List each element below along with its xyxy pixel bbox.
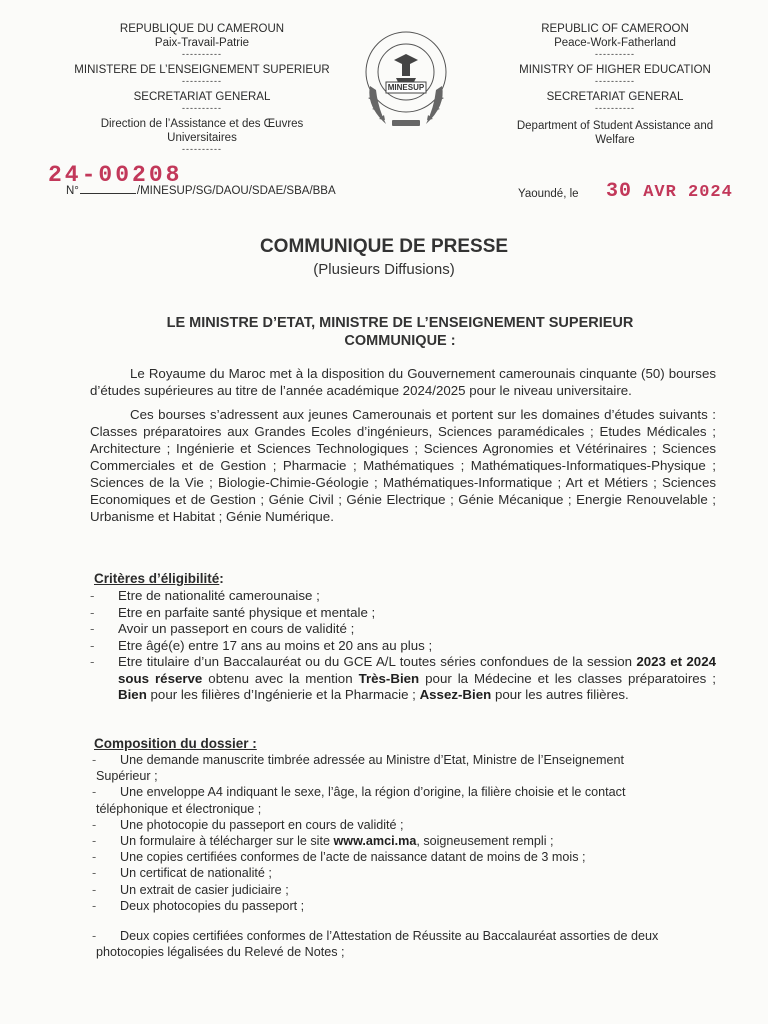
criteria-heading: Critères d’éligibilité: xyxy=(94,571,224,586)
reference-blank xyxy=(80,193,136,194)
ministry-en: MINISTRY OF HIGHER EDUCATION xyxy=(519,64,711,76)
list-item: - Une copies certifiées conformes de l’acte de naissance datant de moins de 3 mois ; xyxy=(92,849,722,865)
separator: ---------- xyxy=(595,103,635,113)
direction-line2: Universitaires xyxy=(167,132,237,144)
motto-fr: Paix-Travail-Patrie xyxy=(154,37,250,49)
list-item: - Une enveloppe A4 indiquant le sexe, l’âge, la région d’origine, la filière choisie et le contact téléphonique et électronique ; xyxy=(92,784,722,816)
list-item: - Etre en parfaite santé physique et mentale ; xyxy=(90,605,716,622)
amci-link[interactable]: www.amci.ma xyxy=(333,834,417,849)
reference-suffix: /MINESUP/SG/DAOU/SDAE/SBA/BBA xyxy=(136,185,336,197)
list-item: - Etre âgé(e) entre 17 ans au moins et 20 ans au plus ; xyxy=(90,638,716,655)
list-item: - Un certificat de nationalité ; xyxy=(92,865,722,881)
criteria-list xyxy=(90,588,716,704)
separator: ---------- xyxy=(595,49,635,59)
list-item: - Un formulaire à télécharger sur le site www.amci.ma, soigneusement rempli ; xyxy=(92,833,722,849)
seal-emblem-icon xyxy=(356,26,456,138)
list-item: - Avoir un passeport en cours de validité ; xyxy=(90,621,716,638)
reference-line xyxy=(66,185,336,197)
country-fr: REPUBLIQUE DU CAMEROUN xyxy=(119,23,285,35)
paragraph-2-text: Ces bourses s’adressent aux jeunes Camerounais et portent sur les domaines d’études suivants : Classes préparatoires aux Grandes Ecoles d’ingénieurs, Sciences paramédicales ; Etudes Médicales ; Architecture ; Ingénierie et Sciences Technologiques ; Sciences Agronomies et Vétérinaires ; Sciences Commerciales et de Gestion ; Pharmacie ; Mathématiques ; Mathématiques-Informatiques-Physique ; Sciences de la Vie ; Biologie-Chimie-Géologie ; Mathématiques-Informatique ; Art et Métiers ; Sciences Economiques et de Gestion ; Génie Civil ; Génie Electrique ; Génie Mécanique ; Energie Renouvelable ; Urbanisme et Habitat ; Génie Numérique. xyxy=(90,407,716,524)
seal-label: MINESUP xyxy=(387,83,425,92)
list-item: - Un extrait de casier judiciaire ; xyxy=(92,882,722,898)
separator: ---------- xyxy=(182,144,222,154)
department-line2: Welfare xyxy=(595,134,635,146)
secretariat-fr: SECRETARIAT GENERAL xyxy=(133,91,271,103)
list-item: - Deux photocopies du passeport ; xyxy=(92,898,722,914)
paragraph-1-text: Le Royaume du Maroc met à la disposition du Gouvernement camerounais cinquante (50) bourses d’études supérieures au titre de l’année académique 2024/2025 pour le niveau universitaire. xyxy=(90,366,716,398)
reference-prefix: N° xyxy=(66,185,79,197)
header-right xyxy=(470,22,760,147)
date-month-year: AVR 2024 xyxy=(643,183,733,202)
direction-line1: Direction de l’Assistance et des Œuvres xyxy=(100,118,304,130)
list-item: - Une demande manuscrite timbrée adressée au Ministre d’Etat, Ministre de l’Enseignement Supérieur ; xyxy=(92,752,722,784)
paragraph-1 xyxy=(90,365,716,399)
page-title: COMMUNIQUE DE PRESSE xyxy=(259,236,509,257)
date-stamp xyxy=(606,180,733,203)
secretariat-en: SECRETARIAT GENERAL xyxy=(546,91,684,103)
list-item: - Deux copies certifiées conformes de l’Attestation de Réussite au Baccalauréat assorties de deux photocopies légalisées du Relevé de Notes ; xyxy=(92,928,722,960)
reference-stamp: 24-00208 xyxy=(48,162,183,188)
list-item: - Etre titulaire d’un Baccalauréat ou du GCE A/L toutes séries confondues de la session 2023 et 2024 sous réserve obtenu avec la mention Très-Bien pour la Médecine et les classes préparatoires ; Bien pour les filières d’Ingénierie et la Pharmacie ; Assez-Bien pour les autres filières. xyxy=(90,654,716,704)
dossier-list xyxy=(92,752,722,960)
minesup-seal xyxy=(356,26,456,138)
motto-en: Peace-Work-Fatherland xyxy=(554,37,676,49)
separator: ---------- xyxy=(182,76,222,86)
country-en: REPUBLIC OF CAMEROON xyxy=(541,23,689,35)
minister-heading xyxy=(100,314,700,350)
separator: ---------- xyxy=(182,103,222,113)
page-subtitle: (Plusieurs Diffusions) xyxy=(313,261,455,278)
date-day: 30 xyxy=(606,180,633,203)
separator: ---------- xyxy=(182,49,222,59)
minister-line2: COMMUNIQUE : xyxy=(344,333,456,349)
header-left xyxy=(52,22,352,154)
list-item: - Etre de nationalité camerounaise ; xyxy=(90,588,716,605)
minister-line1: LE MINISTRE D’ETAT, MINISTRE DE L’ENSEIGNEMENT SUPERIEUR xyxy=(166,315,634,331)
list-item: - Une photocopie du passeport en cours de validité ; xyxy=(92,817,722,833)
ministry-fr: MINISTERE DE L’ENSEIGNEMENT SUPERIEUR xyxy=(74,64,330,76)
dossier-heading: Composition du dossier : xyxy=(94,736,257,751)
date-label: Yaoundé, le xyxy=(518,188,579,200)
separator: ---------- xyxy=(595,76,635,86)
paragraph-2 xyxy=(90,406,716,525)
department-line1: Department of Student Assistance and xyxy=(516,120,714,132)
